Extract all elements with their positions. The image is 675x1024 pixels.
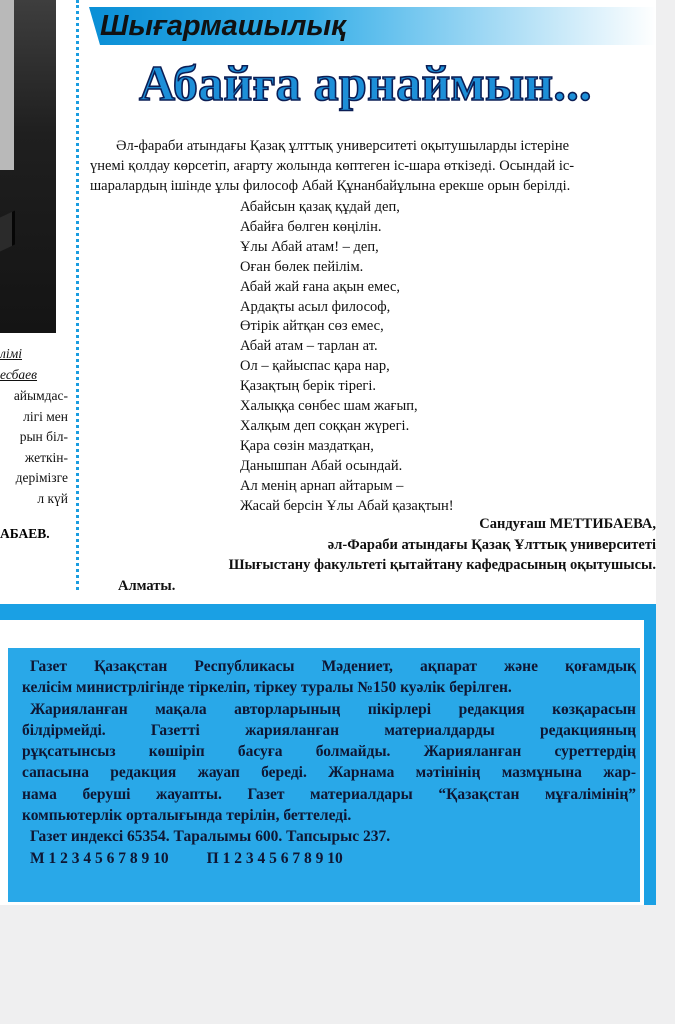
author-position: Шығыстану факультеті қытайтану кафедрасының оқытушысы.	[228, 557, 656, 573]
intro-line: шаралардың ішінде ұлы философ Абай Құнанбайұлына ерекше орын берілді.	[90, 178, 571, 194]
left-column-line: лігі мен	[23, 408, 68, 424]
photo-caption	[0, 344, 68, 385]
poem-line: Абайсын қазақ құдай деп,	[240, 199, 400, 215]
caption-line: есбаев	[0, 366, 38, 382]
article-intro	[90, 136, 656, 196]
imprint-line: Жарияланған мақала авторларының пікірлері редакция көзқарасын	[30, 700, 636, 718]
issue-numbers	[22, 848, 636, 869]
imprint-line: келісім министрлігінде тіркеліп, тіркеу туралы №150 куәлік берілген.	[22, 679, 512, 697]
poem-line: Оған бөлек пейілім.	[240, 258, 364, 275]
poem-line: Қара сөзін маздатқан,	[240, 437, 374, 454]
poem-line: Абай жай ғана ақын емес,	[240, 278, 401, 295]
poem-line: Абай атам – тарлан ат.	[240, 338, 378, 355]
imprint-top-border	[0, 604, 656, 620]
intro-line: үнемі қолдау көрсетіп, ағарту жолында көптеген іс-шара өткізеді. Осындай іс-	[90, 158, 575, 174]
imprint-line: Газет Қазақстан Республикасы Мәдениет, ақпарат және қоғамдық	[30, 658, 636, 675]
author-city: Алматы.	[118, 577, 176, 594]
imprint-line: компьютерлік орталығында терілін, беттеледі.	[22, 807, 352, 825]
left-column-line: дерімізге	[15, 470, 68, 485]
left-column-line: рын біл-	[19, 429, 68, 444]
left-column-line: л күй	[37, 490, 68, 506]
imprint-line: нама беруші жауапты. Газет материалдары “Қазақстан мұғалімінің”	[22, 785, 636, 803]
poem-line: Өтірік айтқан сөз емес,	[240, 318, 384, 335]
left-column-signature: АБАЕВ.	[0, 526, 50, 541]
author-name: Сандуғаш МЕТТИБАЕВА,	[479, 516, 656, 532]
left-column-text	[0, 386, 68, 509]
left-column-line: айымдас-	[13, 388, 68, 403]
imprint-text	[22, 656, 636, 869]
poem-line: Халқым деп соққан жүрегі.	[240, 417, 410, 434]
poem-line: Қазақтың берік тірегі.	[240, 378, 377, 395]
article-title: Абайға арнаймын...	[139, 55, 592, 111]
poem-line: Абайға бөлген көңілін.	[240, 218, 382, 235]
caption-line: лімі	[0, 346, 23, 361]
left-column-line: жеткін-	[24, 449, 68, 465]
poem-line: Ал менің арнап айтарым –	[240, 477, 404, 494]
poem-line: Ұлы Абай атам! – деп,	[240, 238, 379, 255]
portrait-photo	[0, 0, 56, 333]
imprint-line: сапасына редакция жауап береді. Жарнама мәтінінің мазмұнына жар-	[22, 764, 636, 782]
poem	[240, 198, 454, 517]
column-divider	[76, 0, 79, 590]
poem-line: Жасай берсін Ұлы Абай қазақтын!	[240, 497, 454, 514]
rubric-label: Шығармашылық	[100, 10, 346, 42]
m-numbers: М 1 2 3 4 5 6 7 8 9 10	[30, 849, 169, 867]
poem-line: Данышпан Абай осындай.	[240, 457, 403, 474]
imprint-line: рұқсатынсыз көшіріп басуға болмайды. Жарияланған суреттердің	[22, 743, 636, 761]
imprint-line: білдірмейді. Газетті жарияланған материалдарды редакцияның	[22, 721, 636, 739]
poem-line: Халыққа сөнбес шам жағып,	[240, 398, 418, 415]
author-affiliation: әл-Фараби атындағы Қазақ Ұлттық университеті	[327, 536, 656, 553]
intro-line: Әл-фараби атындағы Қазақ ұлттық университеті оқытушыларды істеріне	[116, 138, 570, 154]
poem-line: Ол – қайыспас қара нар,	[240, 358, 390, 375]
imprint-line: Газет индексі 65354. Таралымы 600. Тапсырыс 237.	[30, 828, 391, 846]
poem-line: Ардақты асыл философ,	[240, 298, 391, 315]
imprint-right-border	[644, 604, 656, 905]
p-numbers: П 1 2 3 4 5 6 7 8 9 10	[206, 849, 343, 867]
author-signature	[90, 514, 656, 596]
